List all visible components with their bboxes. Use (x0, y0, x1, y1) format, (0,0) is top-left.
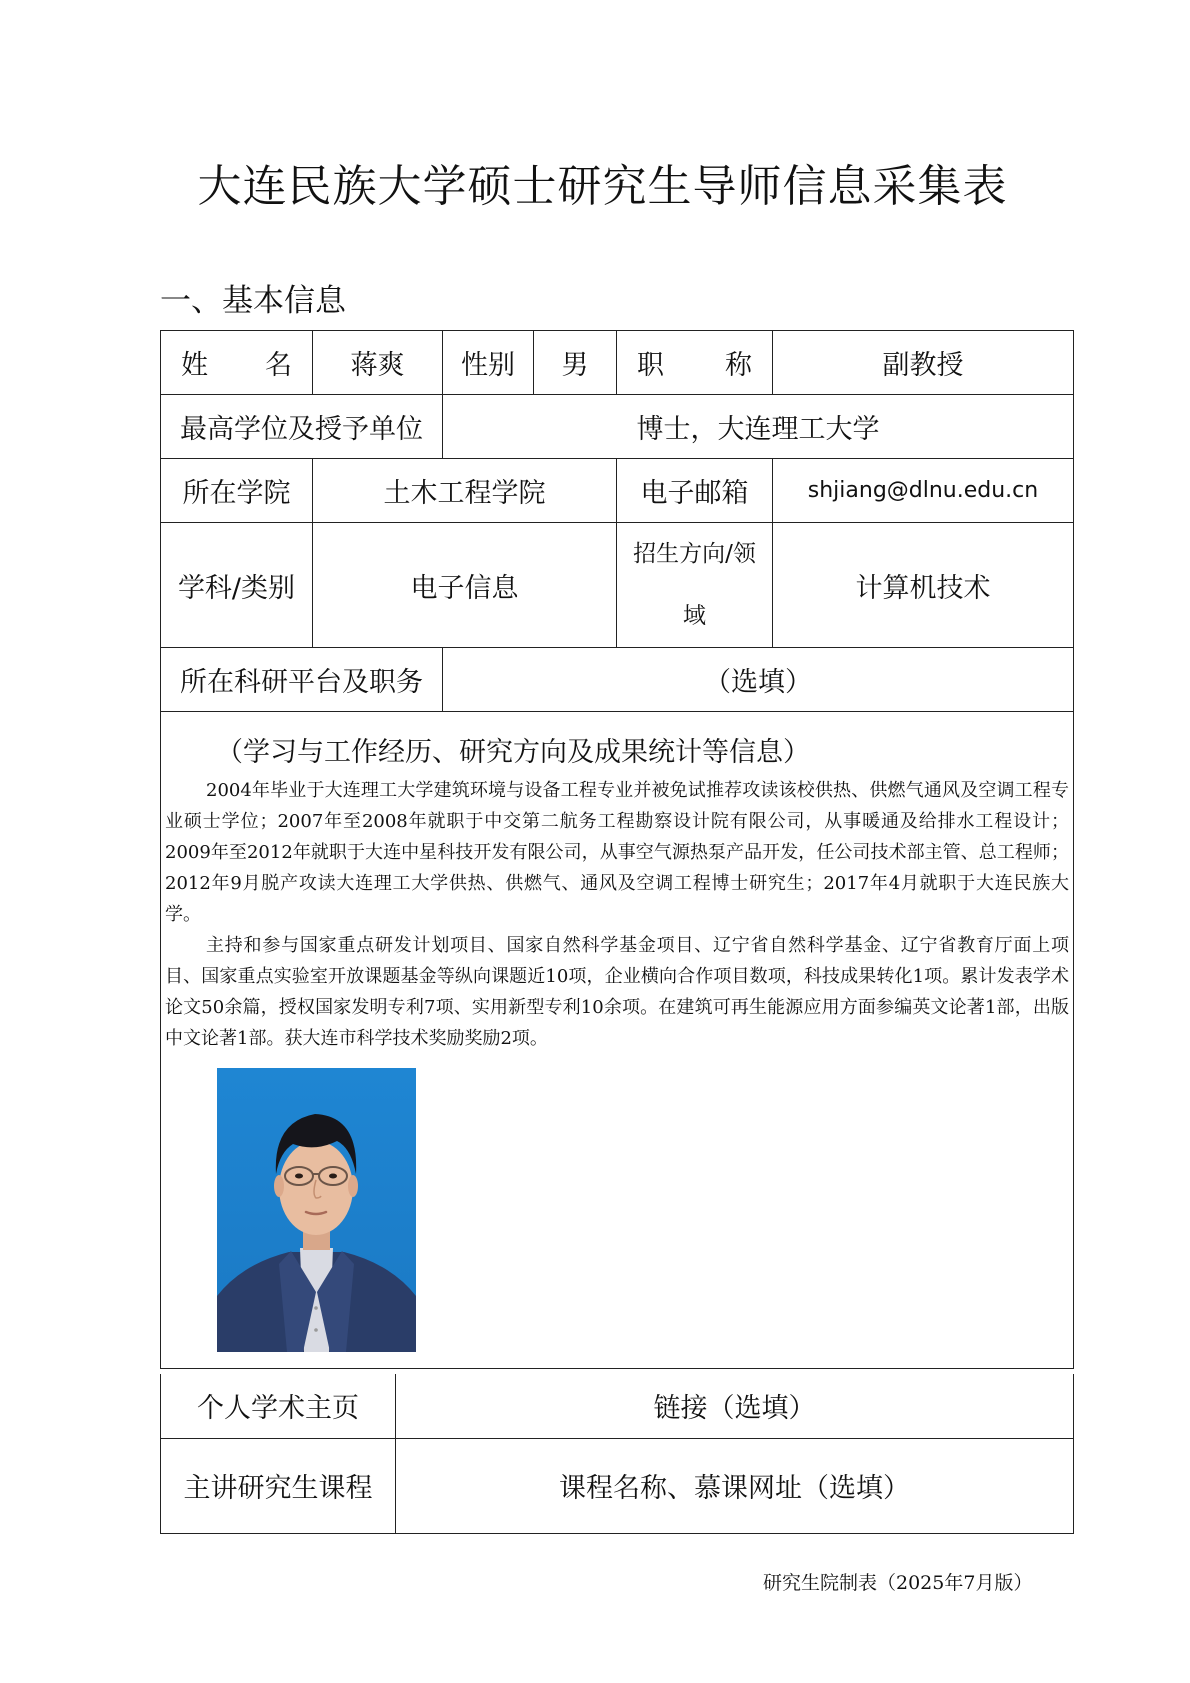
row-platform (161, 648, 1074, 712)
row-degree (161, 395, 1074, 459)
platform-value: （选填） (443, 648, 1074, 712)
direction-value: 计算机技术 (773, 523, 1074, 648)
degree-value: 博士，大连理工大学 (443, 395, 1074, 459)
bio-paragraph: 2004年毕业于大连理工大学建筑环境与设备工程专业并被免试推荐攻读该校供热、供燃气通风及空调工程专业硕士学位；2007年至2008年就职于中交第二航务工程勘察设计院有限公司，从事暖通及给排水工程设计；2009年至2012年就职于大连中星科技开发有限公司，从事空气源热泵产品开发，任公司技术部主管、总工程师；2012年9月脱产攻读大连理工大学供热、供燃气、通风及空调工程博士研究生；2017年4月就职于大连民族大学。 (165, 780, 1069, 925)
college-value: 土木工程学院 (313, 459, 617, 523)
gender-value: 男 (534, 331, 617, 395)
info-table (160, 330, 1074, 1369)
row-courses (161, 1438, 1074, 1533)
name-label: 姓 名 (161, 331, 313, 395)
page-title: 大连民族大学硕士研究生导师信息采集表 (197, 161, 1008, 212)
bio-cell (161, 712, 1074, 1369)
direction-label: 招生方向/领 域 (617, 523, 773, 648)
courses-value: 课程名称、慕课网址（选填） (396, 1438, 1074, 1533)
degree-label: 最高学位及授予单位 (161, 395, 443, 459)
row-homepage (161, 1374, 1074, 1438)
title-value: 副教授 (773, 331, 1074, 395)
platform-label: 所在科研平台及职务 (161, 648, 443, 712)
title-label: 职 称 (617, 331, 773, 395)
college-label: 所在学院 (161, 459, 313, 523)
footer-note: 研究生院制表（2025年7月版） (763, 1572, 1033, 1594)
row-bio (161, 712, 1074, 1369)
row-basic (161, 331, 1074, 395)
email-value: shjiang@dlnu.edu.cn (773, 459, 1074, 523)
discipline-value: 电子信息 (313, 523, 617, 648)
email-label: 电子邮箱 (617, 459, 773, 523)
name-value: 蒋爽 (313, 331, 443, 395)
bio-heading: （学习与工作经历、研究方向及成果统计等信息） (216, 737, 810, 768)
bio-paragraph: 主持和参与国家重点研发计划项目、国家自然科学基金项目、辽宁省自然科学基金、辽宁省教育厅面上项目、国家重点实验室开放课题基金等纵向课题近10项，企业横向合作项目数项，科技成果转化1项。累计发表学术论文50余篇，授权国家发明专利7项、实用新型专利10余项。在建筑可再生能源应用方面参编英文论著1部，出版中文论著1部。获大连市科学技术奖励奖励2项。 (165, 935, 1069, 1049)
extra-table (160, 1374, 1074, 1534)
gender-label: 性别 (443, 331, 534, 395)
section-heading: 一、基本信息 (160, 283, 346, 319)
courses-label: 主讲研究生课程 (161, 1438, 396, 1533)
homepage-value: 链接（选填） (396, 1374, 1074, 1438)
row-college (161, 459, 1074, 523)
discipline-label: 学科/类别 (161, 523, 313, 648)
portrait-photo (217, 1068, 416, 1352)
homepage-label: 个人学术主页 (161, 1374, 396, 1438)
row-discipline (161, 523, 1074, 648)
